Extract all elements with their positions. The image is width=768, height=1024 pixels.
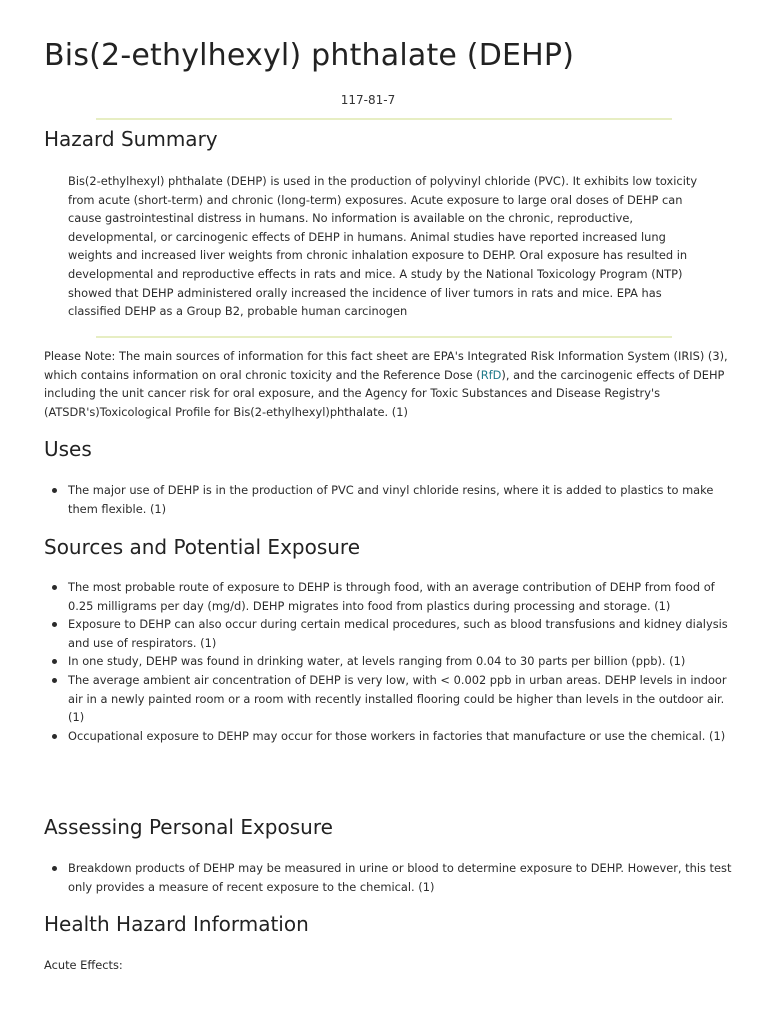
assessing-heading: Assessing Personal Exposure <box>44 815 333 839</box>
uses-heading: Uses <box>44 437 92 461</box>
divider-top <box>96 118 672 120</box>
list-item: Occupational exposure to DEHP may occur for those workers in factories that manufacture or use the chemical. (1) <box>68 727 736 746</box>
acute-effects-label: Acute Effects: <box>44 958 123 972</box>
note-text-after: ), and the carcinogenic effects of DEHP including the unit cancer risk for oral exposure, and the Agency for Toxic Substances and Disease Registry's (ATSDR's)Toxicological Profile for Bis(2-ethylhexyl)phthalate. (1) <box>44 367 725 419</box>
list-item: Breakdown products of DEHP may be measured in urine or blood to determine exposure to DEHP. However, this test only provides a measure of recent exposure to the chemical. (1) <box>68 859 736 896</box>
sources-heading: Sources and Potential Exposure <box>44 535 361 559</box>
list-item: In one study, DEHP was found in drinking water, at levels ranging from 0.04 to 30 parts per billion (ppb). (1) <box>68 652 736 671</box>
hazard-summary-heading: Hazard Summary <box>44 127 218 151</box>
uses-list <box>44 481 736 518</box>
sources-note <box>44 347 750 421</box>
list-item: The average ambient air concentration of DEHP is very low, with < 0.002 ppb in urban areas. DEHP levels in indoor air in a newly painted room or a room with recently installed flooring could be higher than levels in the outdoor air. (1) <box>68 671 736 727</box>
assessing-list <box>44 859 736 896</box>
hazard-summary-paragraph: Bis(2-ethylhexyl) phthalate (DEHP) is used in the production of polyvinyl chloride (PVC). It exhibits low toxicity from acute (short-term) and chronic (long-term) exposures. Acute exposure to large oral doses of DEHP can cause gastrointestinal distress in humans. No information is available on the chronic, reproductive, developmental, or carcinogenic effects of DEHP in humans. Animal studies have reported increased lung weights and increased liver weights from chronic inhalation exposure to DEHP. Oral exposure has resulted in developmental and reproductive effects in rats and mice. A study by the National Toxicology Program (NTP) showed that DEHP administered orally increased the incidence of liver tumors in rats and mice. EPA has classified DEHP as a Group B2, probable human carcinogen <box>68 174 698 319</box>
note-text-before: Please Note: The main sources of information for this fact sheet are EPA's Integrated Risk Information System (IRIS) (3), which contains information on oral chronic toxicity and the Reference Dose ( <box>44 349 728 382</box>
sources-list <box>44 578 736 745</box>
list-item: The most probable route of exposure to DEHP is through food, with an average contribution of DEHP from food of 0.25 milligrams per day (mg/d). DEHP migrates into food from plastics during processing and storage. (1) <box>68 578 736 615</box>
cas-number: 117-81-7 <box>340 93 396 107</box>
list-item: The major use of DEHP is in the production of PVC and vinyl chloride resins, where it is added to plastics to make them flexible. (1) <box>68 481 736 518</box>
rfd-link[interactable]: RfD <box>480 367 502 382</box>
list-item: Exposure to DEHP can also occur during certain medical procedures, such as blood transfusions and kidney dialysis and use of respirators. (1) <box>68 615 736 652</box>
health-heading: Health Hazard Information <box>44 912 309 936</box>
divider-bottom <box>96 336 672 338</box>
hazard-summary-text <box>68 172 708 321</box>
page-title: Bis(2-ethylhexyl) phthalate (DEHP) <box>44 38 575 73</box>
